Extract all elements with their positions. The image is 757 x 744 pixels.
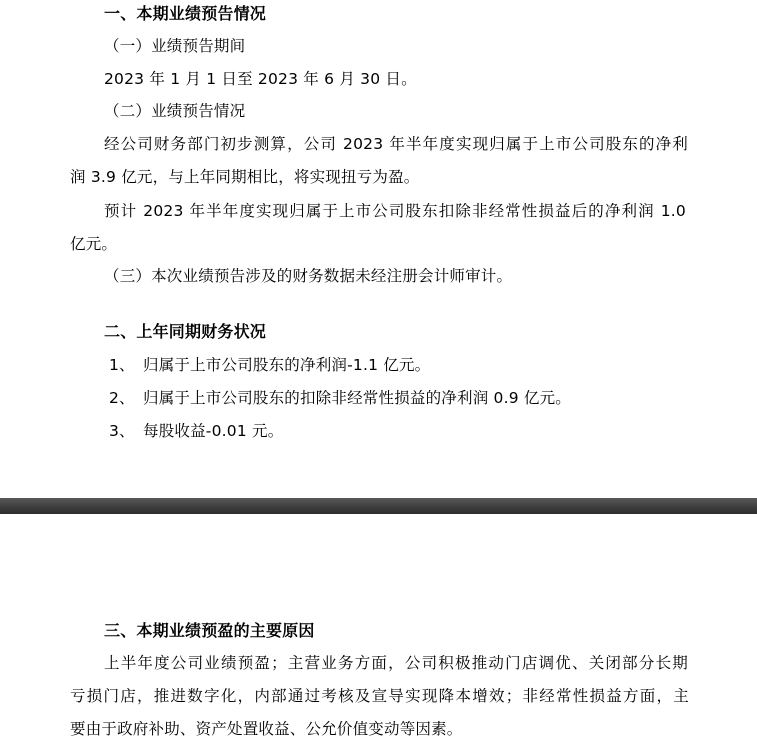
section1-sub1-label: （一）业绩预告期间 bbox=[104, 37, 246, 55]
section3-para-line1: 上半年度公司业绩预盈；主营业务方面，公司积极推动门店调优、关闭部分长期 bbox=[104, 654, 688, 672]
para2-line2: 亿元。 bbox=[70, 235, 118, 253]
forecast-period: 2023 年 1 月 1 日至 2023 年 6 月 30 日。 bbox=[104, 70, 417, 88]
section3-para-line2: 亏损门店，推进数字化，内部通过考核及宣导实现降本增效；非经常性损益方面，主 bbox=[70, 687, 689, 705]
list-item-text: 归属于上市公司股东的净利润-1.1 亿元。 bbox=[143, 356, 431, 374]
list-item-number: 3、 bbox=[109, 422, 135, 440]
para2-line1: 预计 2023 年半年度实现归属于上市公司股东扣除非经常性损益后的净利润 1.0 bbox=[104, 202, 686, 220]
section3-heading: 三、本期业绩预盈的主要原因 bbox=[104, 621, 315, 640]
list-item-number: 2、 bbox=[109, 389, 135, 407]
page-separator bbox=[0, 498, 757, 514]
para1-line2: 润 3.9 亿元，与上年同期相比，将实现扭亏为盈。 bbox=[70, 168, 420, 186]
section3-para-line3: 要由于政府补助、资产处置收益、公允价值变动等因素。 bbox=[70, 720, 463, 738]
section2-heading: 二、上年同期财务状况 bbox=[104, 322, 267, 341]
section1-sub3-text: （三）本次业绩预告涉及的财务数据未经注册会计师审计。 bbox=[104, 267, 513, 285]
section1-heading: 一、本期业绩预告情况 bbox=[104, 4, 267, 23]
document-page-2 bbox=[0, 514, 757, 744]
list-item-text: 归属于上市公司股东的扣除非经常性损益的净利润 0.9 亿元。 bbox=[143, 389, 572, 407]
section1-sub2-label: （二）业绩预告情况 bbox=[104, 102, 246, 120]
para1-line1: 经公司财务部门初步测算，公司 2023 年半年度实现归属于上市公司股东的净利 bbox=[104, 135, 688, 153]
list-item-number: 1、 bbox=[109, 356, 135, 374]
list-item-text: 每股收益-0.01 元。 bbox=[143, 422, 284, 440]
